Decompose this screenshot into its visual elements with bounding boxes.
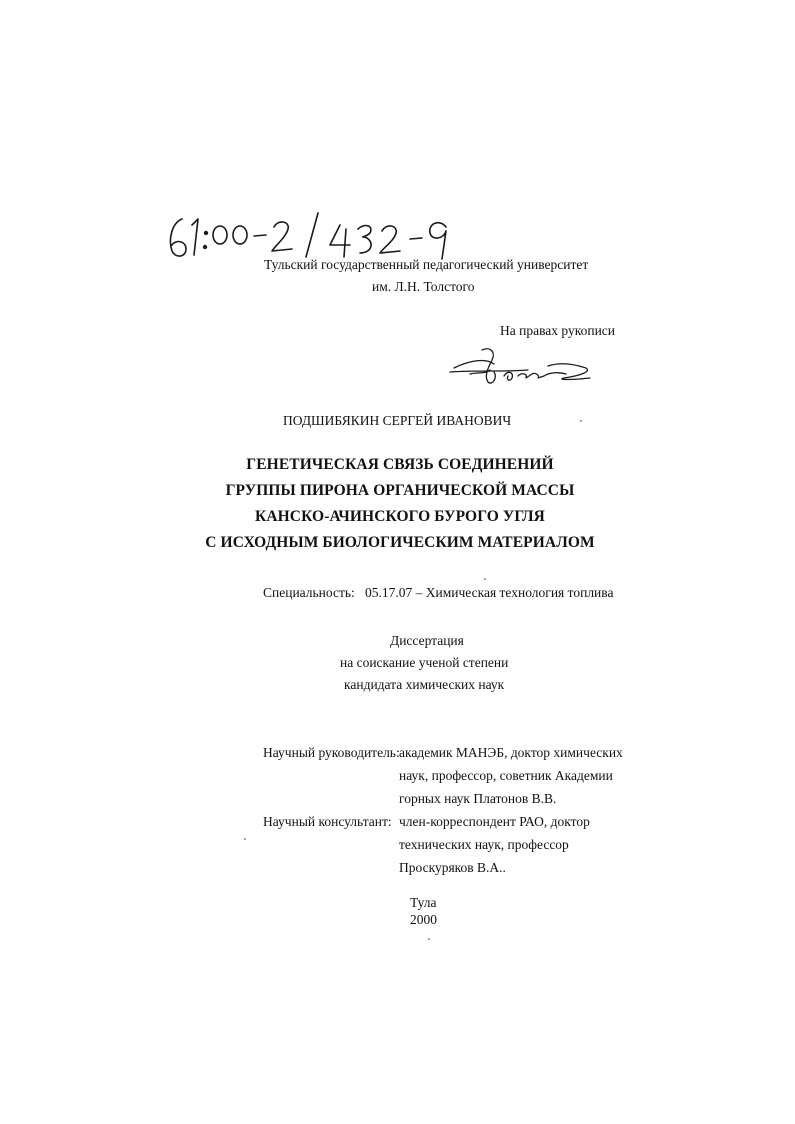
title-line-3: КАНСКО-АЧИНСКОГО БУРОГО УГЛЯ bbox=[255, 508, 545, 525]
scan-speck bbox=[244, 838, 246, 840]
scan-speck bbox=[580, 420, 582, 422]
consultant-line-2: технических наук, профессор bbox=[399, 837, 569, 852]
dissertation-label: Диссертация bbox=[390, 633, 464, 648]
handwritten-signature bbox=[448, 342, 598, 390]
rights-note: На правах рукописи bbox=[500, 323, 616, 338]
supervisor-line-2: наук, профессор, советник Академии bbox=[399, 768, 613, 783]
city: Тула bbox=[410, 895, 437, 910]
title-line-4: С ИСХОДНЫМ БИОЛОГИЧЕСКИМ МАТЕРИАЛОМ bbox=[205, 534, 595, 551]
title-line-1: ГЕНЕТИЧЕСКАЯ СВЯЗЬ СОЕДИНЕНИЙ bbox=[246, 456, 554, 473]
university-name: Тульский государственный педагогический университет bbox=[264, 257, 589, 272]
dissertation-title bbox=[190, 452, 610, 556]
specialty-value: 05.17.07 – Химическая технология топлива bbox=[365, 585, 614, 600]
supervisor-line-1: академик МАНЭБ, доктор химических bbox=[399, 745, 623, 760]
supervisor-label: Научный руководитель: bbox=[263, 745, 400, 760]
scan-speck bbox=[484, 578, 486, 580]
consultant-line-1: член-корреспондент РАО, доктор bbox=[399, 814, 590, 829]
specialty-label: Специальность: bbox=[263, 585, 355, 600]
degree-line: на соискание ученой степени bbox=[340, 655, 509, 670]
year: 2000 bbox=[410, 912, 437, 927]
author-name: ПОДШИБЯКИН СЕРГЕЙ ИВАНОВИЧ bbox=[283, 413, 512, 428]
consultant-label: Научный консультант: bbox=[263, 814, 392, 829]
university-subtitle: им. Л.Н. Толстого bbox=[372, 279, 475, 294]
consultant-line-3: Проскуряков В.А.. bbox=[399, 860, 506, 875]
supervisor-line-3: горных наук Платонов В.В. bbox=[399, 791, 557, 806]
title-line-2: ГРУППЫ ПИРОНА ОРГАНИЧЕСКОЙ МАССЫ bbox=[225, 482, 575, 499]
scan-speck bbox=[428, 938, 430, 940]
degree-name: кандидата химических наук bbox=[344, 677, 505, 692]
